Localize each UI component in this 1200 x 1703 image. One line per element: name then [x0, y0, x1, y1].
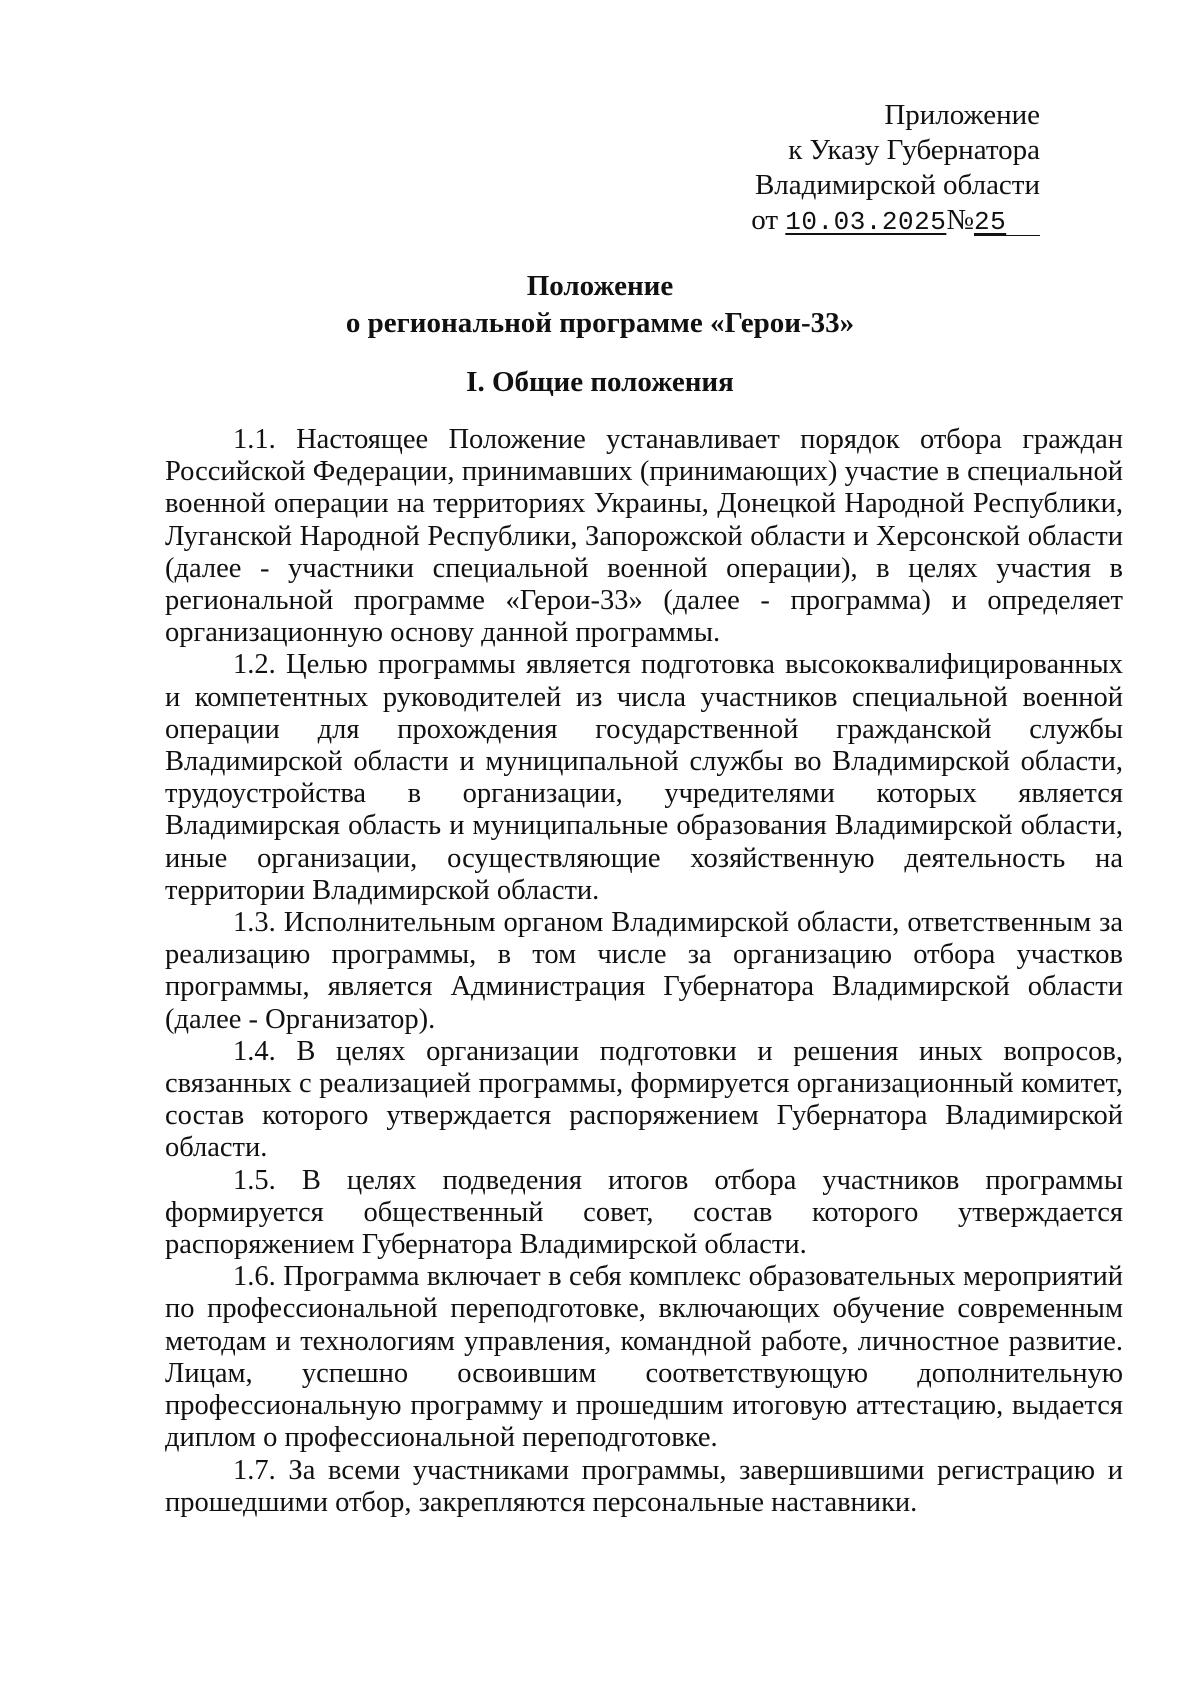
document-title [0, 268, 1200, 342]
number-sign: № [946, 204, 974, 236]
appendix-line-2: к Указу Губернатора [788, 134, 1040, 166]
paragraph-1-4: 1.4. В целях организации подготовки и решения иных вопросов, связанных с реализацией программы, формируется организационный комитет, состав которого утверждается распоряжением Губернатора Владимирской области. [165, 1035, 1123, 1164]
decree-date: 10.03.2025 [785, 207, 947, 237]
paragraph-1-1: 1.1. Настоящее Положение устанавливает порядок отбора граждан Российской Федерации, принимавших (принимающих) участие в специальной военной операции на территориях Украины, Донецкой Народной Республики, Луганской Народной Республики, Запорожской области и Херсонской области (далее - участники специальной военной операции), в целях участия в региональной программе «Герои-33» (далее - программа) и определяет организационную основу данной программы. [165, 424, 1123, 649]
paragraph-1-7: 1.7. За всеми участниками программы, завершившими регистрацию и прошедшими отбор, закрепляются персональные наставники. [165, 1454, 1123, 1518]
section-title: I. Общие положения [466, 366, 734, 398]
paragraph-1-5: 1.5. В целях подведения итогов отбора участников программы формируется общественный совет, состав которого утверждается распоряжением Губернатора Владимирской области. [165, 1164, 1123, 1261]
decree-number: 25 [974, 209, 1040, 236]
appendix-line-1: Приложение [884, 99, 1040, 131]
paragraph-1-6: 1.6. Программа включает в себя комплекс образовательных мероприятий по профессиональной переподготовке, включающих обучение современным методам и технологиям управления, командной работе, личностное развитие. Лицам, успешно освоившим соответствующую дополнительную профессиональную программу и прошедшим итоговую аттестацию, выдается диплом о профессиональной переподготовке. [165, 1261, 1123, 1454]
appendix-date-row [751, 203, 1040, 240]
paragraph-1-2: 1.2. Целью программы является подготовка высококвалифицированных и компетентных руководителей из числа участников специальной военной операции для прохождения государственной гражданской службы Владимирской области и муниципальной службы во Владимирской области, трудоустройства в организации, учредителями которых является Владимирская область и муниципальные образования Владимирской области, иные организации, осуществляющие хозяйственную деятельность на территории Владимирской области. [165, 649, 1123, 906]
date-prefix: от [751, 204, 779, 236]
appendix-header [751, 98, 1040, 240]
appendix-line-3: Владимирской области [754, 169, 1040, 201]
title-line-2: о региональной программе «Герои-33» [345, 307, 855, 339]
title-line-1: Положение [526, 270, 674, 302]
paragraph-1-3: 1.3. Исполнительным органом Владимирской области, ответственным за реализацию программы, в том числе за организацию отбора участков программы, является Администрация Губернатора Владимирской области (далее - Организатор). [165, 907, 1123, 1035]
document-body [165, 424, 1123, 1519]
